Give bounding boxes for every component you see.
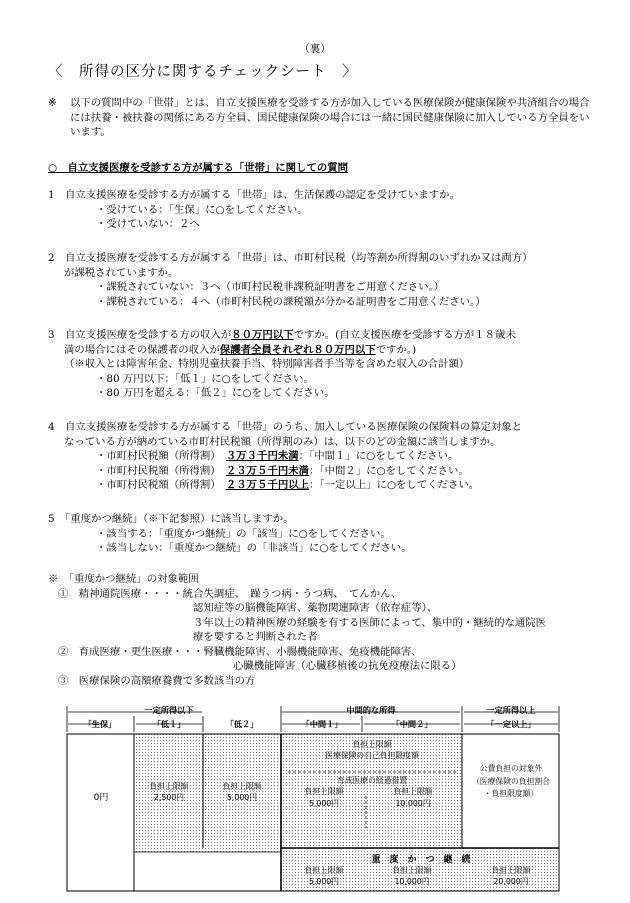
question-3-text-line1	[48, 328, 596, 343]
group-low-income: 一定所得以下	[144, 705, 194, 715]
question-2-text-line1: 2 自立支援医療を受診する方が属する「世帯」は、市町村民税（均等割か所得割のいずれか又は両方）	[48, 252, 533, 264]
q4-threshold: ２３万５千円未満	[225, 464, 310, 477]
question-3-income-note: （※収入とは障害年金、特別児童扶養手当、特別障害者手当等を含めた収入の合計額）	[64, 358, 470, 371]
q3-text-part: 3 自立支援医療を受診する方の収入が	[48, 329, 232, 341]
question-4	[48, 420, 596, 493]
question-1	[48, 188, 596, 232]
scope-item-2: ② 育成医療・更生医療・・・腎臓機能障害、小腸機能障害、免疫機能障害、	[58, 645, 422, 658]
question-4-option-chukan2	[48, 464, 596, 479]
question-1-option-yes: ・受けている：「生保」に○をしてください。	[96, 203, 308, 216]
question-4-text-line2: なっている方が納めている市町村民税額（所得割のみ）は、以下のどの金額に該当しますか。	[64, 435, 501, 448]
q4-tax-label: ・市町村民税額（所得割）	[96, 450, 216, 463]
question-5	[48, 512, 596, 556]
jk-c2-label: 負担上限額	[392, 866, 432, 875]
col-itei: 「一定以上」	[486, 719, 536, 729]
question-5-text: 5 「重度かつ継続」（※下記参照）に該当しますか。	[48, 513, 294, 525]
q4-threshold: ２３万５千円以上	[225, 479, 310, 492]
household-definition-note	[48, 96, 596, 140]
jk-c1-label: 負担上限額	[304, 866, 344, 875]
scope-heading: ※ 「重度かつ継続」の対象範囲	[48, 573, 199, 585]
question-5-option-yes: ・該当する：「重度かつ継続」の「該当」に○をしてください。	[96, 527, 391, 540]
mid-c1-label: 負担上限額	[304, 787, 344, 796]
question-1-text: 1 自立支援医療を受診する方が属する「世帯」は、生活保護の認定を受けていますか。	[48, 189, 460, 201]
scope-item-1: ① 精神通院医療・・・・統合失調症、 躁うつ病・うつ病、 てんかん、	[58, 587, 402, 600]
scope-item-1-line4: 療を要すると判断された者	[193, 631, 318, 644]
q3-text-part: ですか。(自立支援医療を受診する方が１８歳未	[293, 329, 516, 341]
col-seiho: 「生保」	[83, 719, 117, 729]
high-note-line1: 公費負担の対象外	[479, 764, 543, 773]
mid-top-sub: 医療保険の自己負担限度額	[325, 751, 419, 760]
q4-instruction: ：「中間２」に○をしてください。	[309, 464, 469, 477]
q3-text-part: ですか。)	[375, 343, 417, 356]
mid-c2-value: 10,000円	[395, 799, 431, 808]
group-middle-income: 中間的な所得	[346, 705, 396, 715]
q4-instruction: ：「一定以上」に○をしてください。	[309, 479, 480, 492]
tei2-value: 5,000円	[226, 793, 258, 802]
note-text: 以下の質問中の「世帯」とは、自立支援医療を受診する方が加入している医療保険が健康保険や共済組合の場合には扶養・被扶養の関係にある方全員、国民健康保険の場合には一緒に国民健康保険に加入している方全員をいいます。	[70, 97, 590, 139]
q3-income-limit: ８０万円以下	[231, 329, 294, 341]
question-2-option-no: ・課税されていない：３へ（市町村民税非課税証明書をご用意ください。）	[96, 281, 445, 294]
col-tei2: 「低２」	[225, 719, 259, 729]
q3-guardian-limit: 保護者全員それぞれ８０万円以下	[219, 343, 376, 356]
severe-continuing-title: 重 度 か つ 継 続	[371, 855, 471, 865]
question-4-option-chukan1	[48, 449, 596, 464]
jk-c2-value: 10,000円	[394, 877, 430, 886]
seiho-value: 0円	[93, 793, 109, 803]
burden-limit-table	[66, 700, 560, 892]
question-3-option-under: ・80 万円以下：「低１」に○をしてください。	[96, 372, 314, 385]
mid-top-label: 負担上限額	[352, 740, 392, 749]
high-note-line3: ・負担限度額）	[483, 789, 539, 798]
question-3	[48, 328, 596, 401]
tei1-label: 負担上限額	[149, 782, 189, 791]
section-heading: ○ 自立支援医療を受診する方が属する「世帯」に関しての質問	[48, 162, 349, 174]
col-chukan2: 「中間２」	[391, 719, 433, 729]
q4-threshold: ３万３千円未満	[225, 450, 299, 463]
question-1-option-no: ・受けていない：２へ	[96, 218, 200, 231]
col-chukan1: 「中間１」	[301, 719, 343, 729]
question-3-text-line2	[48, 343, 596, 358]
scope-item-2-line2: 心臓機能障害（心臓移植後の抗免疫療法に限る）	[233, 660, 462, 673]
question-2-option-yes: ・課税されている：４へ（市町村民税の課税額が分かる証明書をご用意ください。）	[96, 295, 486, 308]
tei2-label: 負担上限額	[222, 782, 262, 791]
group-high-income: 一定所得以上	[486, 705, 536, 715]
question-4-option-itei	[48, 478, 596, 493]
severe-continuing-scope	[48, 572, 608, 689]
scope-item-3: ③ 医療保険の高額療養費で多数該当の方	[58, 674, 256, 687]
q3-text-part: 満の場合にはその保護者の収入が	[64, 343, 220, 356]
jk-c3-value: 20,000円	[493, 877, 529, 886]
col-tei1: 「低１」	[152, 719, 186, 729]
question-2	[48, 251, 596, 309]
jk-c3-label: 負担上限額	[491, 866, 531, 875]
jk-c1-value: 5,000円	[308, 877, 340, 886]
mid-keika-label: 育成医療の経過措置	[336, 776, 408, 785]
question-3-option-over: ・80 万円を超える：「低２」に○をしてください。	[96, 387, 335, 400]
question-2-text-line2: が課税されていますか。	[64, 266, 179, 279]
note-mark: ※	[48, 97, 57, 109]
tei1-value: 2,500円	[153, 793, 185, 802]
q4-tax-label: ・市町村民税額（所得割）	[96, 464, 216, 477]
scope-item-1-line2: 認知症等の脳機能障害、薬物関連障害（依存症等）、	[193, 602, 438, 615]
high-note-line2: （医療保険の負担割合	[472, 777, 550, 786]
scope-item-1-line3: ３年以上の精神医療の経験を有する医師によって、集中的・継続的な通院医	[193, 616, 547, 629]
page-side-label: （裏）	[299, 43, 331, 55]
q4-tax-label: ・市町村民税額（所得割）	[96, 479, 216, 492]
mid-c2-label: 負担上限額	[393, 787, 433, 796]
q4-instruction: ：「中間１」に○をしてください。	[298, 450, 459, 463]
mid-c1-value: 5,000円	[308, 799, 340, 808]
question-5-option-no: ・該当しない：「重度かつ継続」の「非該当」に○をしてください。	[96, 542, 412, 555]
question-4-text-line1: 4 自立支援医療を受診する方が属する「世帯」のうち、加入している医療保険の保険料の算定対象と	[48, 421, 523, 433]
page-title: 〈 所得の区分に関するチェックシート 〉	[48, 64, 358, 80]
